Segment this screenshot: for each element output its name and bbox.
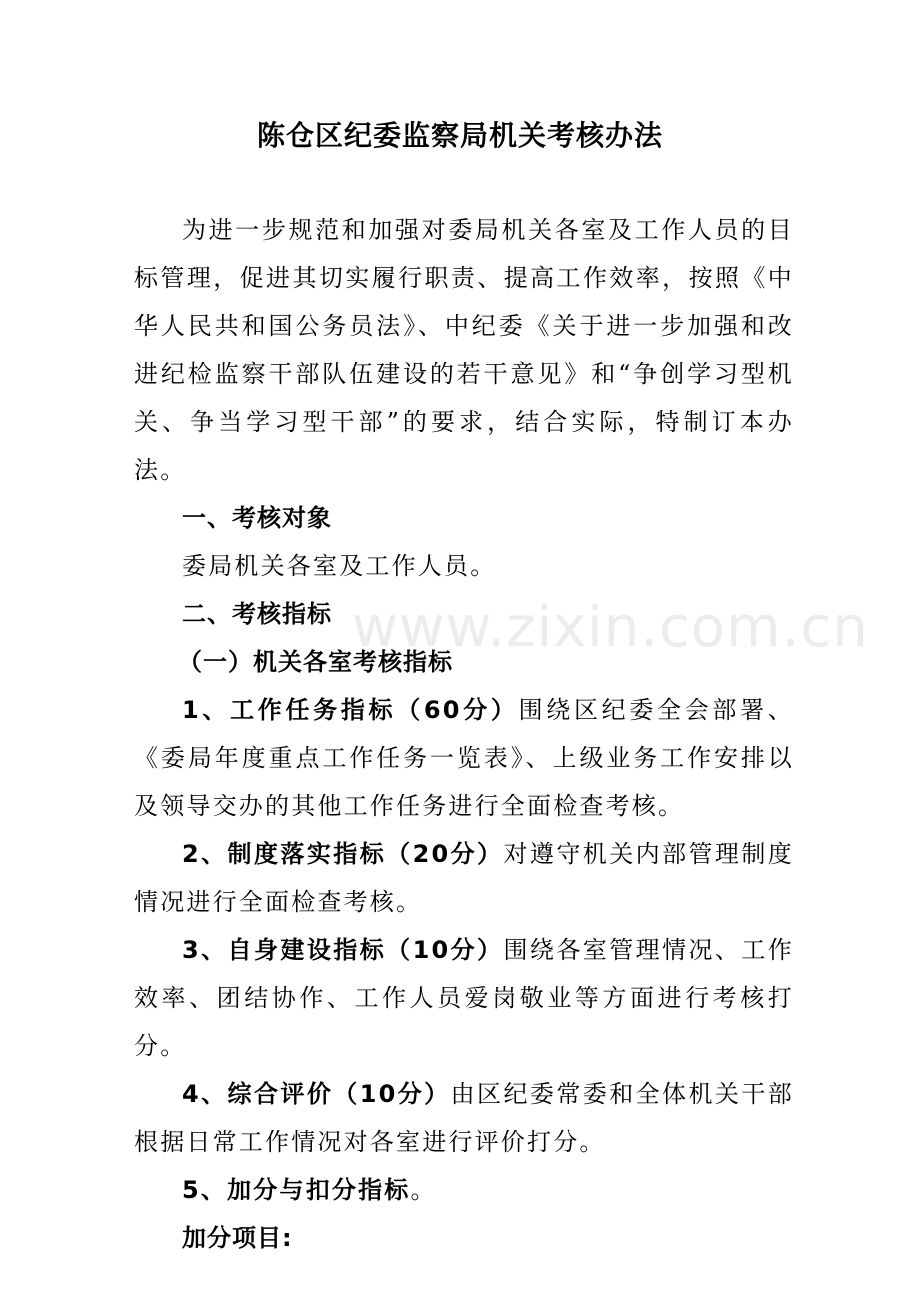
indicator-text: 由区纪委常委和全体机关干部根据日常工作情况对各室进行评价打分。 [134, 1080, 794, 1156]
document-title: 陈仓区纪委监察局机关考核办法 [256, 119, 663, 152]
indicator-label: 4、综合评价（10分） [182, 1080, 451, 1108]
indicator-label: 2、制度落实指标（20分） [182, 840, 504, 868]
document-body [134, 206, 794, 1262]
indicator-text: 对遵守机关内部管理制度情况进行全面检查考核。 [134, 840, 794, 916]
indicator-item-4 [134, 1070, 794, 1166]
watermark: www.zixin.com.cn [352, 595, 869, 660]
indicator-label: 3、自身建设指标（10分） [182, 936, 504, 964]
indicator-item-2 [134, 830, 794, 926]
intro-paragraph: 为进一步规范和加强对委局机关各室及工作人员的目标管理，促进其切实履行职责、提高工作效率，按照《中华人民共和国公务员法》、中纪委《关于进一步加强和改进纪检监察干部队伍建设的若干意见》和“争创学习型机关、争当学习型干部”的要求，结合实际，特制订本办法。 [134, 216, 794, 484]
indicator-label: 1、工作任务指标（60分） [182, 696, 519, 724]
indicator-text: 围绕各室管理情况、工作效率、团结协作、工作人员爱岗敬业等方面进行考核打分。 [134, 936, 794, 1060]
indicator-label: 5、加分与扣分指标 [182, 1176, 411, 1204]
section1-heading: 一、考核对象 [182, 504, 332, 532]
bonus-heading: 加分项目: [182, 1224, 293, 1252]
indicator-item-3 [134, 926, 794, 1070]
section2-subheading: （一）机关各室考核指标 [178, 648, 453, 676]
indicator-text: 。 [410, 1176, 437, 1204]
section2-heading: 二、考核指标 [182, 600, 332, 628]
section1-text: 委局机关各室及工作人员。 [182, 552, 497, 580]
indicator-item-1 [134, 686, 794, 830]
indicator-item-5 [134, 1166, 794, 1214]
indicator-text: 围绕区纪委全会部署、《委局年度重点工作任务一览表》、上级业务工作安排以及领导交办的其他工作任务进行全面检查考核。 [134, 696, 795, 820]
